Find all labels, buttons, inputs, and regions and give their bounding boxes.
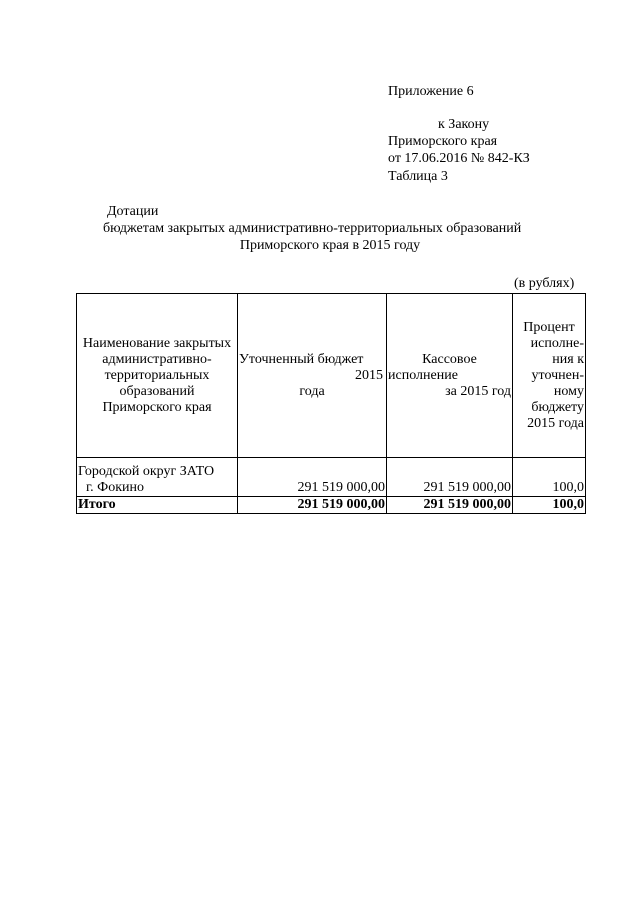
row-name — [77, 458, 238, 497]
row-name-line: г. Фокино — [86, 480, 145, 495]
header-execution — [387, 294, 513, 458]
row-name-line: Городской округ ЗАТО — [78, 464, 215, 479]
header-percent-line: 2015 года — [527, 415, 584, 431]
region-label: Приморского края — [388, 134, 498, 149]
units-label: (в рублях) — [514, 276, 575, 291]
header-execution-line: Кассовое — [422, 351, 477, 367]
budget-table — [76, 293, 586, 514]
header-name-line: административно- — [102, 351, 212, 367]
header-percent-line: ния к — [552, 351, 584, 367]
header-budget — [238, 294, 387, 458]
table-number-label: Таблица 3 — [388, 169, 448, 184]
header-percent — [513, 294, 586, 458]
total-execution: 291 519 000,00 — [387, 497, 513, 514]
header-name-line: территориальных — [104, 367, 210, 383]
header-execution-line: исполнение — [388, 367, 458, 383]
table-row — [77, 458, 586, 497]
row-percent: 100,0 — [513, 458, 586, 497]
header-percent-line: ному — [553, 383, 584, 399]
row-execution: 291 519 000,00 — [387, 458, 513, 497]
header-budget-line: 2015 — [355, 367, 383, 383]
header-name-line: Наименование закрытых — [82, 335, 232, 351]
header-name-line: Приморского края — [102, 399, 212, 415]
header-budget-line: года — [299, 383, 325, 399]
row-budget: 291 519 000,00 — [238, 458, 387, 497]
header-execution-line: за 2015 год — [445, 383, 511, 399]
header-percent-line: Процент — [523, 319, 575, 335]
appendix-label: Приложение 6 — [388, 84, 474, 99]
title-line-3: Приморского края в 2015 году — [239, 238, 421, 253]
header-percent-line: исполне- — [530, 335, 584, 351]
header-name — [77, 294, 238, 458]
title-line-1: Дотации — [107, 204, 159, 219]
title-line-2: бюджетам закрытых административно-территориальных образований — [103, 221, 522, 236]
table-total-row — [77, 497, 586, 514]
header-percent-line: бюджету — [531, 399, 584, 415]
table-header-row — [77, 294, 586, 458]
header-name-line: образований — [119, 383, 195, 399]
header-budget-line: Уточненный бюджет — [239, 351, 364, 367]
header-percent-line: уточнен- — [531, 367, 584, 383]
total-budget: 291 519 000,00 — [238, 497, 387, 514]
total-label: Итого — [77, 497, 238, 514]
law-date-label: от 17.06.2016 № 842-КЗ — [388, 151, 530, 166]
to-law-label: к Закону — [438, 117, 490, 132]
total-percent: 100,0 — [513, 497, 586, 514]
